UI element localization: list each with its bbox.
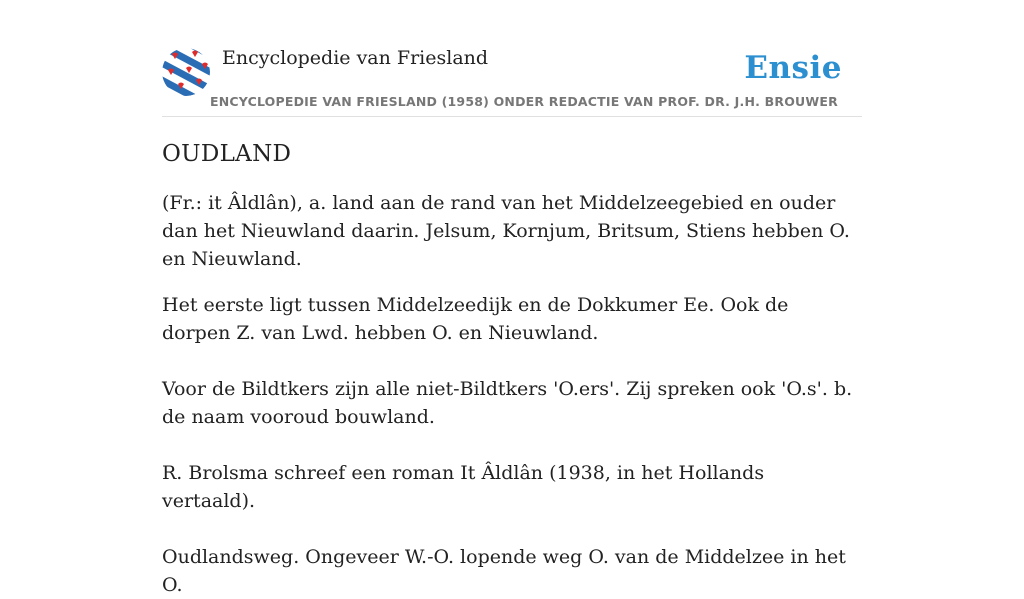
article-paragraph: Voor de Bildtkers zijn alle niet-Bildtkers 'O.ers'. Zij spreken ook 'O.s'. b. de naam vooroud bouwland.: [162, 378, 853, 428]
site-title-link[interactable]: Encyclopedie van Friesland: [222, 47, 489, 69]
ensie-brand-link[interactable]: Ensie: [744, 50, 842, 86]
frisian-flag-icon[interactable]: [162, 48, 210, 96]
paragraph-gap: [162, 449, 862, 459]
article: [162, 117, 862, 599]
article-paragraph: Het eerste ligt tussen Middelzeedijk en de Dokkumer Ee. Ook de dorpen Z. van Lwd. hebben O. en Nieuwland.: [162, 294, 789, 344]
paragraph-gap: [162, 365, 862, 375]
article-paragraph: R. Brolsma schreef een roman It Âldlân (1938, in het Hollands vertaald).: [162, 462, 765, 512]
paragraph-gap: [162, 533, 862, 543]
article-title: OUDLAND: [162, 141, 292, 167]
article-paragraph: (Fr.: it Âldlân), a. land aan de rand van het Middelzeegebied en ouder dan het Nieuwland daarin. Jelsum, Kornjum, Britsum, Stiens hebben O. en Nieuwland.: [162, 192, 850, 270]
site-header: [162, 44, 862, 117]
page: [162, 0, 862, 599]
article-paragraph: Oudlandsweg. Ongeveer W.-O. lopende weg O. van de Middelzee in het O.: [162, 546, 846, 596]
encyclopedia-subtitle: ENCYCLOPEDIE VAN FRIESLAND (1958) ONDER REDACTIE VAN PROF. DR. J.H. BROUWER: [210, 94, 838, 109]
